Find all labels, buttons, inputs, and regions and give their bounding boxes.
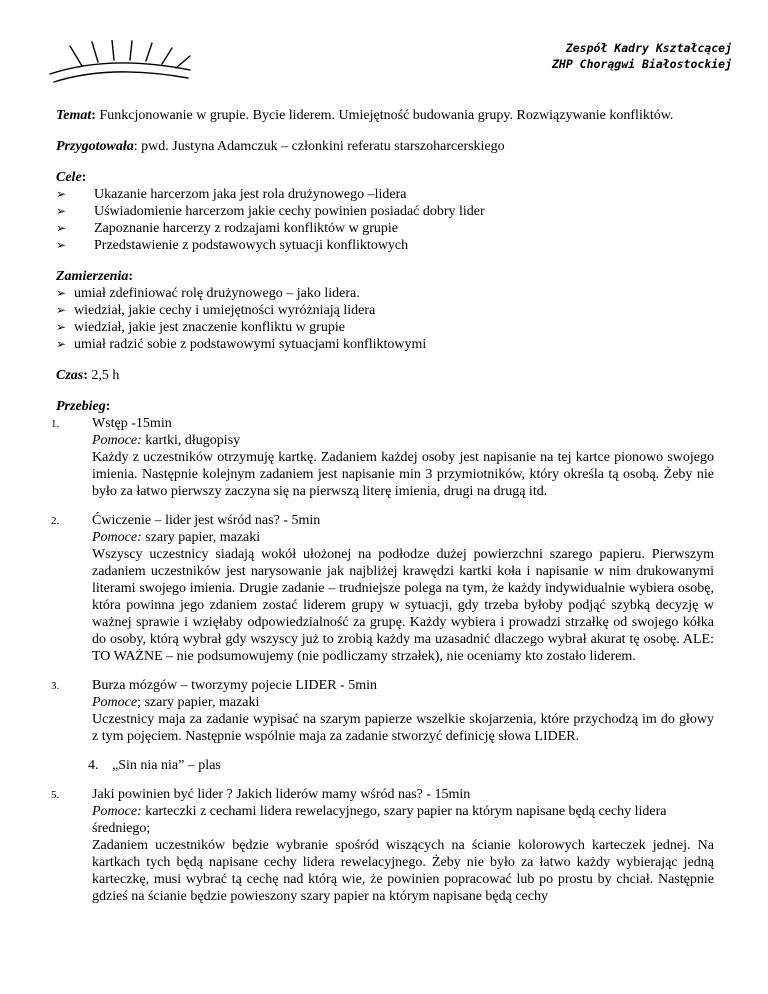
step-number: 1. xyxy=(51,418,60,430)
course-steps xyxy=(51,415,714,905)
arrow-bullet-icon: ➢ xyxy=(56,238,67,252)
goals-heading: Cele: xyxy=(56,170,87,185)
step-title: Wstęp -15min xyxy=(92,416,172,431)
topic-text: Funkcjonowanie w grupie. Bycie liderem. Umiejętność budowania grupy. Rozwiązywanie konfliktów. xyxy=(95,108,674,123)
step-aids: Pomoce: szary papier, mazaki xyxy=(92,530,261,545)
list-item: ➢ umiał zdefiniować rolę drużynowego – jako lidera. xyxy=(56,286,360,301)
course-step xyxy=(51,415,714,500)
arrow-bullet-icon: ➢ xyxy=(56,303,67,317)
prepared-paragraph xyxy=(56,138,714,155)
list-item: ➢ Uświadomienie harcerzom jakie cechy powinien posiadać dobry lider xyxy=(56,204,485,219)
step-title: Ćwiczenie – lider jest wśród nas? - 5min xyxy=(92,513,321,528)
list-item: ➢ umiał radzić sobie z podstawowymi sytuacjami konfliktowymi xyxy=(56,337,427,352)
step-aids: Pomoce; szary papier, mazaki xyxy=(92,695,260,710)
step-title: Jaki powinien być lider ? Jakich liderów mamy wśród nas? - 15min xyxy=(92,787,471,802)
arrow-bullet-icon: ➢ xyxy=(56,337,67,351)
course-step xyxy=(51,786,714,905)
org-line-2: ZHP Chorągwi Białostockiej xyxy=(551,57,732,71)
arrow-bullet-icon: ➢ xyxy=(56,286,67,300)
aims-heading: Zamierzenia: xyxy=(56,269,134,284)
step-title: „Sin nia nia” – plas xyxy=(112,758,221,773)
arrow-bullet-icon: ➢ xyxy=(56,204,67,218)
course-step xyxy=(56,757,714,774)
step-aids: Pomoce: karteczki z cechami lidera rewelacyjnego, szary papier na którym napisane będą cechy lidera średniego; xyxy=(92,804,667,836)
sun-rays-logo xyxy=(40,40,240,100)
goals-list xyxy=(56,186,714,254)
prepared-label: Przygotowała xyxy=(56,139,134,154)
list-item: ➢ wiedział, jakie jest znaczenie konfliktu w grupie xyxy=(56,320,345,335)
step-aids: Pomoce: kartki, długopisy xyxy=(92,433,241,448)
topic-label: Temat xyxy=(56,108,92,123)
course-heading: Przebieg: xyxy=(56,399,111,414)
list-item: ➢ Zapoznanie harcerzy z rodzajami konfliktów w grupie xyxy=(56,221,398,236)
organization-header xyxy=(552,40,732,72)
document-body xyxy=(51,107,714,905)
list-item: ➢ wiedział, jakie cechy i umiejętności wyróżniają lidera xyxy=(56,303,376,318)
step-number: 4. xyxy=(88,758,99,773)
time-paragraph: Czas: 2,5 h xyxy=(56,368,120,383)
step-number: 2. xyxy=(51,515,60,527)
step-body: Zadaniem uczestników będzie wybranie spośród wiszących na ścianie kolorowych karteczek jednej. Na kartkach tych będą napisane cechy lidera rewelacyjnego. Żeby nie było za łatwo każdy wybierając jedną karteczkę, musi wybrać tą cechę nad którą wie, że powinien popracować lub po prostu by chciał. Następnie gdzieś na ścianie będzie powieszony szary papier na którym napisane będą cechy xyxy=(92,838,714,904)
aims-list xyxy=(56,285,714,353)
step-number: 3. xyxy=(51,680,60,692)
step-title: Burza mózgów – tworzymy pojecie LIDER - 5min xyxy=(92,678,377,693)
arrow-bullet-icon: ➢ xyxy=(56,187,67,201)
step-number: 5. xyxy=(51,789,60,801)
arrow-bullet-icon: ➢ xyxy=(56,221,67,235)
prepared-text: : pwd. Justyna Adamczuk – członkini referatu starszoharcerskiego xyxy=(133,139,505,154)
step-body: Każdy z uczestników otrzymuję kartkę. Zadaniem każdej osoby jest napisanie na tej kartce pionowo swojego imienia. Następnie kolejnym zadaniem jest napisanie min 3 przymiotników, który określa tą osobą. Żeby nie było za łatwo pierwszy zaczyna się na pierwszą literę imienia, drugi na drugą itd. xyxy=(92,450,714,499)
list-item: ➢ Ukazanie harcerzom jaka jest rola drużynowego –lidera xyxy=(56,187,407,202)
step-body: Uczestnicy maja za zadanie wypisać na szarym papierze wszelkie skojarzenia, które przychodzą im do głowy z tym pojęciem. Następnie wspólnie maja za zadanie stworzyć definicję słowa LIDER. xyxy=(92,712,714,744)
topic-paragraph: Temat: Funkcjonowanie w grupie. Bycie liderem. Umiejętność budowania grupy. Rozwiązywanie konfliktów. xyxy=(56,108,674,123)
step-body: Wszyscy uczestnicy siadają wokół ułożonej na podłodze dużej powierzchni szarego papieru. Pierwszym zadaniem uczestników jest narysowanie jak najbliżej krawędzi kartki koła i napisanie w nim drukowanymi literami swojego imienia. Drugie zadanie – trudniejsze polega na tym, że każdy indywidualnie wybiera osobę, która powinna jego zdaniem zostać liderem grupy w sytuacji, gdy trzeba byłoby podjąć szybką decyzję w ważnej sprawie i wzięłaby odpowiedzialność za grupę. Każdy wybiera i prowadzi strzałkę od swojego kółka do osoby, którą wybrał gdy wszyscy już to zrobią każdy ma uzasadnić dlaczego wybrał akurat tę osobę. ALE: TO WAŻNE – nie podsumowujemy (nie podliczamy strzałek), nie oceniamy kto zostało liderem. xyxy=(92,547,714,664)
arrow-bullet-icon: ➢ xyxy=(56,320,67,334)
course-step xyxy=(51,512,714,665)
list-item: ➢ Przedstawienie z podstawowych sytuacji konfliktowych xyxy=(56,238,409,253)
org-line-1: Zespół Kadry Kształcącej xyxy=(565,41,732,55)
course-step xyxy=(51,677,714,745)
